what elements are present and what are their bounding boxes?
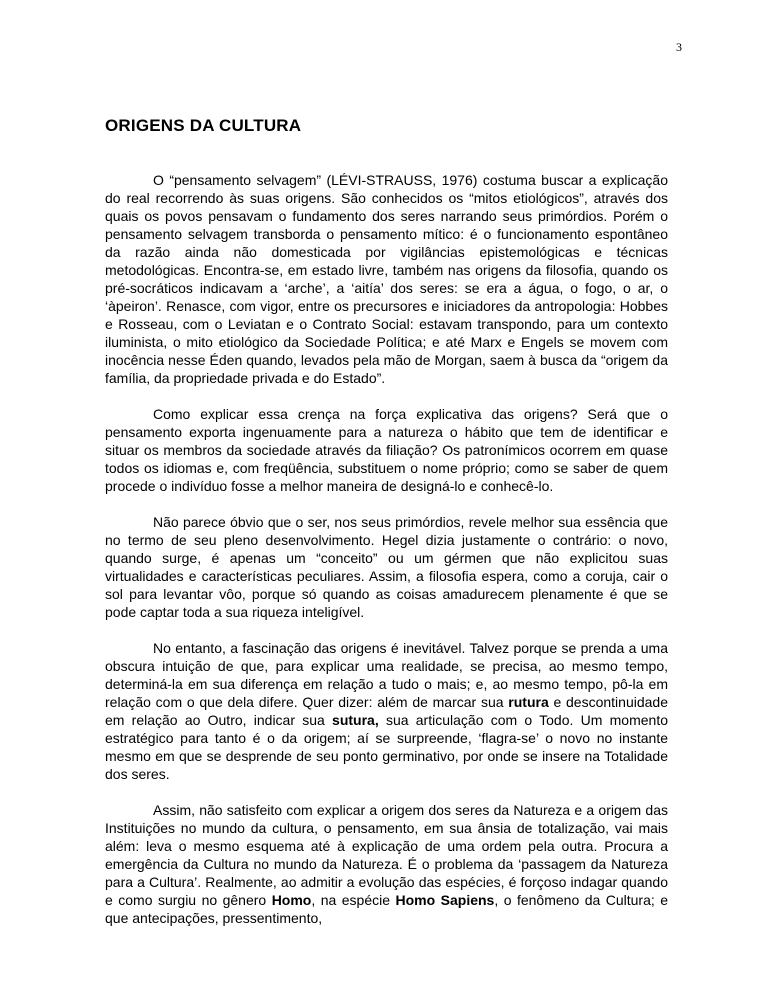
- paragraph-4-text-d: sua articulação com o Todo. Um momento estratégico para tanto é o da origem; aí se surpreende, ‘flagra-se’ o novo no instante mesmo em que se desprende de seu ponto germinativo, por onde se insere na Totalidade dos seres.: [105, 712, 668, 782]
- section-title: ORIGENS DA CULTURA: [105, 116, 302, 135]
- paragraph-3: Não parece óbvio que o ser, nos seus primórdios, revele melhor sua essência que no termo de seu pleno desenvolvimento. Hegel dizia justamente o contrário: o novo, quando surge, é apenas um “conceito” ou um gérmen que não explicitou suas virtualidades e características peculiares. Assim, a filosofia espera, como a coruja, cair o sol para levantar vôo, porque só quando as coisas amadurecem plenamente é que se pode captar toda a sua riqueza inteligível.: [105, 514, 668, 620]
- paragraph-5: [105, 801, 668, 927]
- paragraph-4-text-a: No entanto, a fascinação das origens é inevitável. Talvez porque se prenda a uma obscura intuição de que, para explicar uma realidade, se precisa, ao mesmo tempo, determiná-la em sua diferença em relação a tudo o mais; e, ao mesmo tempo, pô-la em relação com o que dela difere. Quer dizer: além de marcar sua: [105, 640, 668, 710]
- paragraph-4-text-c: e descontinuidade em relação ao Outro, indicar sua: [105, 694, 668, 728]
- paragraph-1: O “pensamento selvagem” (LÉVI-STRAUSS, 1976) costuma buscar a explicação do real recorrendo às suas origens. São conhecidos os “mitos etiológicos”, através dos quais os povos pensavam o fundamento dos seres narrando seus primórdios. Porém o pensamento selvagem transborda o pensamento mítico: é o funcionamento espontâneo da razão ainda não domesticada por vigilâncias epistemológicas e técnicas metodológicas. Encontra-se, em estado livre, também nas origens da filosofia, quando os pré-socráticos indicavam a ‘arche’, a ‘aitía’ dos seres: se era a água, o fogo, o ar, o ‘àpeiron’. Renasce, com vigor, entre os precursores e iniciadores da antropologia: Hobbes e Rosseau, com o Leviatan e o Contrato Social: estavam transpondo, para um contexto iluminista, o mito etiológico da Sociedade Política; e até Marx e Engels se movem com inocência nesse Éden quando, levados pela mão de Morgan, saem à busca da “origem da família, da propriedade privada e do Estado”.: [105, 172, 668, 386]
- body-text: [105, 171, 668, 945]
- bold-term-homo-sapiens: Homo Sapiens: [395, 892, 495, 908]
- page-number: 3: [676, 40, 682, 54]
- paragraph-2: Como explicar essa crença na força explicativa das origens? Será que o pensamento exporta ingenuamente para a natureza o hábito que tem de identificar e situar os membros da sociedade através da filiação? Os patronímicos ocorrem em quase todos os idiomas e, com freqüência, substituem o nome próprio; como se saber de quem procede o indivíduo fosse a melhor maneira de designá-lo e conhecê-lo.: [105, 406, 668, 494]
- bold-term-sutura: sutura,: [332, 712, 379, 728]
- bold-term-homo: Homo: [271, 892, 312, 908]
- paragraph-4: [105, 639, 668, 783]
- paragraph-5-text-c: , na espécie: [311, 892, 391, 908]
- paragraph-5-text-a: Assim, não satisfeito com explicar a origem dos seres da Natureza e a origem das Instituições no mundo da cultura, o pensamento, em sua ânsia de totalização, vai mais além: leva o mesmo esquema até à explicação de uma ordem pela outra. Procura a emergência da Cultura no mundo da Natureza. É o problema da ‘passagem da Natureza para a Cultura’. Realmente, ao admitir a evolução das espécies, é forçoso indagar quando e como surgiu no gênero: [105, 802, 668, 908]
- paragraph-5-text-d: , o fenômeno da Cultura; e que antecipações, pressentimento,: [105, 892, 669, 926]
- bold-term-rutura: rutura: [508, 694, 549, 710]
